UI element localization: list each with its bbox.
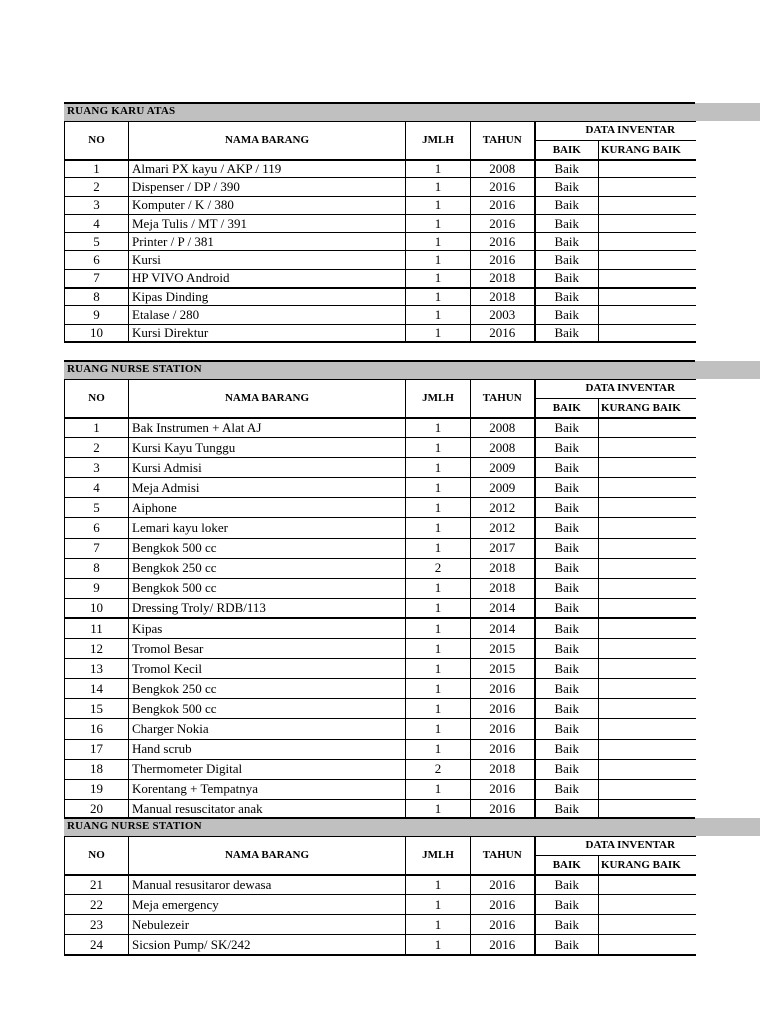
table-row [65,875,696,895]
data-inventaris-label: DATA INVENTAR [585,124,676,136]
data-inventaris-label: DATA INVENTAR [585,839,676,851]
inventory-section [64,360,760,820]
cell-baik: Baik [535,799,599,819]
cell-no: 7 [65,538,129,558]
cell-baik: Baik [535,915,599,935]
cell-no: 24 [65,935,129,955]
cell-jmlh: 1 [406,458,471,478]
cell-jmlh: 2 [406,558,471,578]
cell-baik: Baik [535,438,599,458]
table-row [65,759,696,779]
cell-nama-barang: Hand scrub [129,739,406,759]
cell-kurang-baik [599,779,696,799]
cell-baik: Baik [535,251,599,269]
cell-no: 5 [65,233,129,251]
table-row [65,739,696,759]
table-row [65,518,696,538]
cell-jmlh: 1 [406,306,471,324]
cell-baik: Baik [535,269,599,287]
cell-baik: Baik [535,895,599,915]
cell-jmlh: 1 [406,679,471,699]
cell-kurang-baik [599,679,696,699]
cell-no: 4 [65,214,129,232]
cell-jmlh: 1 [406,518,471,538]
cell-tahun: 2003 [471,306,535,324]
cell-tahun: 2018 [471,578,535,598]
cell-nama-barang: Lemari kayu loker [129,518,406,538]
cell-kurang-baik [599,498,696,518]
cell-baik: Baik [535,598,599,618]
cell-tahun: 2012 [471,518,535,538]
cell-kurang-baik [599,935,696,955]
cell-nama-barang: Printer / P / 381 [129,233,406,251]
cell-tahun: 2016 [471,739,535,759]
table-row [65,324,696,342]
cell-jmlh: 1 [406,418,471,438]
cell-kurang-baik [599,478,696,498]
cell-baik: Baik [535,196,599,214]
cell-jmlh: 1 [406,875,471,895]
cell-jmlh: 1 [406,659,471,679]
cell-no: 20 [65,799,129,819]
table-row [65,160,696,178]
inventory-section [64,817,760,956]
cell-jmlh: 1 [406,779,471,799]
col-header-kurang-baik: KURANG BAIK [599,399,696,418]
cell-no: 19 [65,779,129,799]
cell-no: 17 [65,739,129,759]
cell-nama-barang: Sicsion Pump/ SK/242 [129,935,406,955]
cell-tahun: 2016 [471,324,535,342]
cell-kurang-baik [599,214,696,232]
cell-nama-barang: Meja emergency [129,895,406,915]
cell-tahun: 2018 [471,288,535,306]
section-header [64,102,760,121]
cell-baik: Baik [535,324,599,342]
cell-baik: Baik [535,478,599,498]
cell-jmlh: 1 [406,160,471,178]
cell-baik: Baik [535,639,599,659]
cell-tahun: 2016 [471,251,535,269]
cell-no: 23 [65,915,129,935]
inventory-table [64,836,696,956]
cell-nama-barang: Kursi Admisi [129,458,406,478]
cell-baik: Baik [535,518,599,538]
cell-no: 11 [65,618,129,638]
cell-jmlh: 1 [406,438,471,458]
cell-nama-barang: Aiphone [129,498,406,518]
cell-no: 18 [65,759,129,779]
cell-tahun: 2012 [471,498,535,518]
cell-no: 10 [65,598,129,618]
cell-no: 1 [65,160,129,178]
cell-baik: Baik [535,618,599,638]
cell-jmlh: 2 [406,759,471,779]
inventory-section [64,102,760,343]
cell-baik: Baik [535,935,599,955]
cell-nama-barang: Manual resuscitator anak [129,799,406,819]
cell-jmlh: 1 [406,251,471,269]
cell-kurang-baik [599,639,696,659]
table-row [65,306,696,324]
cell-tahun: 2014 [471,598,535,618]
cell-tahun: 2016 [471,196,535,214]
cell-baik: Baik [535,759,599,779]
cell-tahun: 2014 [471,618,535,638]
col-header-nama-barang: NAMA BARANG [129,122,406,160]
cell-nama-barang: Almari PX kayu / AKP / 119 [129,160,406,178]
cell-kurang-baik [599,288,696,306]
table-row [65,719,696,739]
table-row [65,251,696,269]
cell-jmlh: 1 [406,699,471,719]
table-row [65,458,696,478]
cell-nama-barang: Bengkok 500 cc [129,699,406,719]
cell-baik: Baik [535,558,599,578]
cell-kurang-baik [599,438,696,458]
cell-kurang-baik [599,915,696,935]
cell-baik: Baik [535,538,599,558]
table-row [65,915,696,935]
inventory-table [64,121,696,343]
cell-baik: Baik [535,719,599,739]
cell-no: 9 [65,578,129,598]
section-title: RUANG NURSE STATION [67,820,202,832]
cell-baik: Baik [535,160,599,178]
cell-baik: Baik [535,498,599,518]
cell-kurang-baik [599,895,696,915]
cell-tahun: 2016 [471,875,535,895]
cell-no: 2 [65,178,129,196]
cell-nama-barang: Kipas [129,618,406,638]
cell-no: 14 [65,679,129,699]
col-header-baik: BAIK [535,399,599,418]
table-row [65,214,696,232]
cell-no: 10 [65,324,129,342]
cell-kurang-baik [599,324,696,342]
cell-baik: Baik [535,659,599,679]
cell-kurang-baik [599,875,696,895]
table-row [65,699,696,719]
table-row [65,639,696,659]
cell-tahun: 2016 [471,699,535,719]
table-row [65,233,696,251]
cell-tahun: 2015 [471,659,535,679]
col-header-data-inventaris [535,837,696,856]
cell-baik: Baik [535,418,599,438]
cell-nama-barang: Kursi Direktur [129,324,406,342]
cell-nama-barang: Bengkok 250 cc [129,679,406,699]
table-row [65,288,696,306]
cell-nama-barang: Bengkok 250 cc [129,558,406,578]
table-row [65,269,696,287]
col-header-kurang-baik: KURANG BAIK [599,856,696,875]
col-header-data-inventaris [535,380,696,399]
cell-jmlh: 1 [406,739,471,759]
cell-nama-barang: Nebulezeir [129,915,406,935]
cell-jmlh: 1 [406,214,471,232]
table-row [65,178,696,196]
cell-no: 22 [65,895,129,915]
col-header-no: NO [65,380,129,418]
cell-nama-barang: Kipas Dinding [129,288,406,306]
col-header-nama-barang: NAMA BARANG [129,380,406,418]
table-row [65,196,696,214]
cell-tahun: 2018 [471,558,535,578]
cell-kurang-baik [599,598,696,618]
cell-baik: Baik [535,578,599,598]
cell-jmlh: 1 [406,324,471,342]
col-header-nama-barang: NAMA BARANG [129,837,406,875]
cell-no: 15 [65,699,129,719]
cell-jmlh: 1 [406,578,471,598]
cell-baik: Baik [535,679,599,699]
cell-nama-barang: Bengkok 500 cc [129,578,406,598]
cell-tahun: 2016 [471,915,535,935]
table-row [65,895,696,915]
col-header-jmlh: JMLH [406,122,471,160]
cell-tahun: 2016 [471,895,535,915]
cell-no: 4 [65,478,129,498]
cell-kurang-baik [599,759,696,779]
cell-no: 16 [65,719,129,739]
cell-no: 3 [65,458,129,478]
cell-no: 9 [65,306,129,324]
inventory-table [64,379,696,820]
col-header-baik: BAIK [535,856,599,875]
cell-jmlh: 1 [406,178,471,196]
cell-no: 1 [65,418,129,438]
cell-tahun: 2008 [471,418,535,438]
col-header-jmlh: JMLH [406,380,471,418]
cell-kurang-baik [599,739,696,759]
cell-nama-barang: HP VIVO Android [129,269,406,287]
data-inventaris-label: DATA INVENTAR [585,382,676,394]
cell-kurang-baik [599,578,696,598]
cell-jmlh: 1 [406,233,471,251]
cell-kurang-baik [599,196,696,214]
col-header-tahun: TAHUN [471,837,535,875]
cell-tahun: 2018 [471,269,535,287]
cell-no: 8 [65,288,129,306]
col-header-baik: BAIK [535,141,599,160]
cell-jmlh: 1 [406,935,471,955]
cell-jmlh: 1 [406,269,471,287]
cell-tahun: 2018 [471,759,535,779]
cell-jmlh: 1 [406,478,471,498]
cell-no: 21 [65,875,129,895]
cell-tahun: 2008 [471,438,535,458]
cell-tahun: 2016 [471,799,535,819]
table-row [65,679,696,699]
cell-kurang-baik [599,699,696,719]
cell-kurang-baik [599,160,696,178]
cell-tahun: 2017 [471,538,535,558]
cell-nama-barang: Komputer / K / 380 [129,196,406,214]
cell-no: 13 [65,659,129,679]
cell-jmlh: 1 [406,196,471,214]
cell-nama-barang: Bak Instrumen + Alat AJ [129,418,406,438]
col-header-kurang-baik: KURANG BAIK [599,141,696,160]
table-row [65,935,696,955]
cell-no: 3 [65,196,129,214]
table-row [65,418,696,438]
cell-nama-barang: Dispenser / DP / 390 [129,178,406,196]
cell-nama-barang: Charger Nokia [129,719,406,739]
cell-nama-barang: Manual resusitaror dewasa [129,875,406,895]
cell-nama-barang: Korentang + Tempatnya [129,779,406,799]
cell-no: 8 [65,558,129,578]
cell-nama-barang: Tromol Kecil [129,659,406,679]
section-header [64,360,760,379]
cell-jmlh: 1 [406,639,471,659]
cell-tahun: 2016 [471,178,535,196]
col-header-no: NO [65,122,129,160]
cell-jmlh: 1 [406,915,471,935]
cell-kurang-baik [599,518,696,538]
table-row [65,538,696,558]
cell-nama-barang: Meja Tulis / MT / 391 [129,214,406,232]
cell-tahun: 2016 [471,679,535,699]
cell-tahun: 2016 [471,935,535,955]
cell-baik: Baik [535,288,599,306]
cell-no: 5 [65,498,129,518]
cell-jmlh: 1 [406,288,471,306]
cell-tahun: 2009 [471,458,535,478]
cell-tahun: 2016 [471,233,535,251]
col-header-tahun: TAHUN [471,380,535,418]
cell-jmlh: 1 [406,799,471,819]
cell-tahun: 2009 [471,478,535,498]
cell-kurang-baik [599,719,696,739]
cell-baik: Baik [535,214,599,232]
table-row [65,598,696,618]
cell-no: 7 [65,269,129,287]
cell-kurang-baik [599,558,696,578]
table-row [65,558,696,578]
cell-tahun: 2015 [471,639,535,659]
cell-kurang-baik [599,269,696,287]
table-row [65,659,696,679]
table-row [65,779,696,799]
section-header [64,817,760,836]
cell-nama-barang: Bengkok 500 cc [129,538,406,558]
cell-nama-barang: Kursi Kayu Tunggu [129,438,406,458]
cell-tahun: 2016 [471,719,535,739]
cell-jmlh: 1 [406,618,471,638]
cell-jmlh: 1 [406,895,471,915]
cell-jmlh: 1 [406,538,471,558]
cell-no: 12 [65,639,129,659]
cell-nama-barang: Etalase / 280 [129,306,406,324]
section-title: RUANG NURSE STATION [67,363,202,375]
cell-baik: Baik [535,178,599,196]
cell-baik: Baik [535,306,599,324]
cell-kurang-baik [599,306,696,324]
col-header-no: NO [65,837,129,875]
cell-baik: Baik [535,875,599,895]
cell-nama-barang: Tromol Besar [129,639,406,659]
cell-nama-barang: Kursi [129,251,406,269]
cell-nama-barang: Meja Admisi [129,478,406,498]
col-header-jmlh: JMLH [406,837,471,875]
cell-tahun: 2016 [471,779,535,799]
cell-baik: Baik [535,458,599,478]
cell-jmlh: 1 [406,719,471,739]
cell-kurang-baik [599,659,696,679]
col-header-tahun: TAHUN [471,122,535,160]
cell-tahun: 2016 [471,214,535,232]
cell-tahun: 2008 [471,160,535,178]
table-row [65,498,696,518]
table-row [65,618,696,638]
cell-baik: Baik [535,699,599,719]
table-row [65,478,696,498]
cell-no: 6 [65,518,129,538]
cell-kurang-baik [599,251,696,269]
cell-nama-barang: Dressing Troly/ RDB/113 [129,598,406,618]
cell-kurang-baik [599,618,696,638]
cell-baik: Baik [535,233,599,251]
cell-baik: Baik [535,739,599,759]
section-title: RUANG KARU ATAS [67,105,176,117]
table-row [65,578,696,598]
cell-kurang-baik [599,233,696,251]
cell-jmlh: 1 [406,598,471,618]
cell-no: 6 [65,251,129,269]
cell-kurang-baik [599,178,696,196]
cell-kurang-baik [599,418,696,438]
cell-kurang-baik [599,458,696,478]
cell-jmlh: 1 [406,498,471,518]
cell-no: 2 [65,438,129,458]
col-header-data-inventaris [535,122,696,141]
cell-nama-barang: Thermometer Digital [129,759,406,779]
cell-kurang-baik [599,538,696,558]
table-row [65,438,696,458]
cell-baik: Baik [535,779,599,799]
